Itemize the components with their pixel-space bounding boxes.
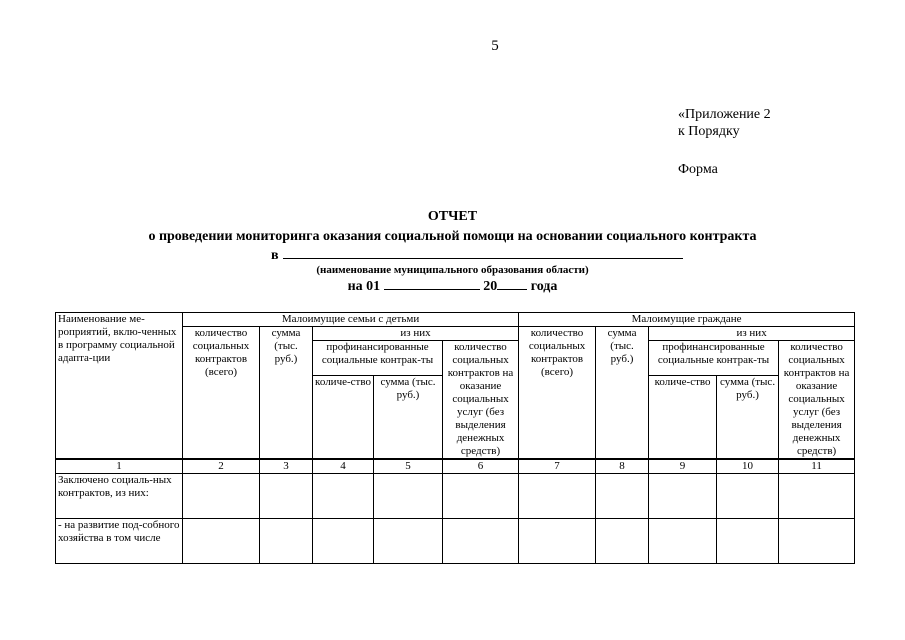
- table-cell[interactable]: [779, 474, 855, 519]
- table-cell[interactable]: [313, 519, 374, 564]
- table-cell[interactable]: [649, 474, 717, 519]
- header-sum-families: сумма (тыс. руб.): [260, 327, 313, 460]
- report-table: [55, 312, 855, 564]
- table-cell[interactable]: [596, 474, 649, 519]
- column-number: 7: [519, 459, 596, 474]
- table-cell[interactable]: [519, 474, 596, 519]
- page-number: 5: [491, 38, 499, 54]
- table-cell[interactable]: [313, 474, 374, 519]
- table-cell[interactable]: [183, 519, 260, 564]
- header-financed-citizens: профинансированные социальные контрак-ты: [649, 341, 779, 376]
- date-suffix: года: [530, 279, 558, 294]
- header-sub-sum-citizens: сумма (тыс. руб.): [717, 375, 779, 459]
- appendix-line-2: к Порядку: [678, 124, 740, 139]
- report-date-line: [0, 278, 905, 295]
- header-services-families: количество социальных контрактов на оказание социальных услуг (без выделения денежных средств): [443, 341, 519, 460]
- header-financed-families: профинансированные социальные контрак-ты: [313, 341, 443, 376]
- year-blank: [497, 278, 527, 290]
- column-number: 3: [260, 459, 313, 474]
- header-of-them-citizens: из них: [649, 327, 855, 341]
- municipality-blank: [283, 246, 683, 259]
- column-number: 8: [596, 459, 649, 474]
- table-cell[interactable]: [596, 519, 649, 564]
- report-subtitle: о проведении мониторинга оказания социальной помощи на основании социального контракта: [148, 229, 757, 244]
- report-title: ОТЧЕТ: [427, 209, 478, 224]
- table-cell[interactable]: [717, 519, 779, 564]
- header-families: Малоимущие семьи с детьми: [183, 313, 519, 327]
- header-name: Наименование ме-роприятий, вклю-ченных в программу социальной адапта-ции: [56, 313, 183, 460]
- municipality-caption: (наименование муниципального образования области): [316, 264, 589, 276]
- header-sub-count-citizens: количе-ство: [649, 375, 717, 459]
- column-number: 2: [183, 459, 260, 474]
- municipality-prefix: в: [271, 248, 279, 263]
- header-services-citizens: количество социальных контрактов на оказание социальных услуг (без выделения денежных средств): [779, 341, 855, 460]
- table-cell[interactable]: [443, 519, 519, 564]
- column-number: 10: [717, 459, 779, 474]
- table-row: [56, 474, 855, 519]
- column-number: 1: [56, 459, 183, 474]
- table-cell[interactable]: [519, 519, 596, 564]
- column-number: 4: [313, 459, 374, 474]
- column-number: 9: [649, 459, 717, 474]
- header-sum-citizens: сумма (тыс. руб.): [596, 327, 649, 460]
- municipality-line: [271, 246, 683, 264]
- appendix-line-1: «Приложение 2: [678, 107, 771, 122]
- header-count-citizens: количество социальных контрактов (всего): [519, 327, 596, 460]
- column-numbers-row: [56, 459, 855, 474]
- header-of-them-families: из них: [313, 327, 519, 341]
- table-cell[interactable]: [260, 519, 313, 564]
- header-row-1: [56, 313, 855, 327]
- table-cell[interactable]: [374, 519, 443, 564]
- date-blank: [384, 278, 480, 290]
- column-number: 11: [779, 459, 855, 474]
- table-cell[interactable]: [443, 474, 519, 519]
- column-number: 6: [443, 459, 519, 474]
- table-row: [56, 519, 855, 564]
- table-cell[interactable]: [779, 519, 855, 564]
- header-count-families: количество социальных контрактов (всего): [183, 327, 260, 460]
- table-cell[interactable]: [374, 474, 443, 519]
- header-sub-count-families: количе-ство: [313, 375, 374, 459]
- table-cell[interactable]: [183, 474, 260, 519]
- date-year: 20: [483, 279, 498, 294]
- form-label: Форма: [678, 162, 718, 177]
- table-cell[interactable]: [260, 474, 313, 519]
- date-prefix: на 01: [347, 279, 381, 294]
- row-label: - на развитие под-собного хозяйства в том числе: [56, 519, 183, 564]
- row-label: Заключено социаль-ных контрактов, из них:: [56, 474, 183, 519]
- table-cell[interactable]: [649, 519, 717, 564]
- appendix-block: [678, 106, 771, 178]
- header-citizens: Малоимущие граждане: [519, 313, 855, 327]
- header-sub-sum-families: сумма (тыс. руб.): [374, 375, 443, 459]
- column-number: 5: [374, 459, 443, 474]
- table-cell[interactable]: [717, 474, 779, 519]
